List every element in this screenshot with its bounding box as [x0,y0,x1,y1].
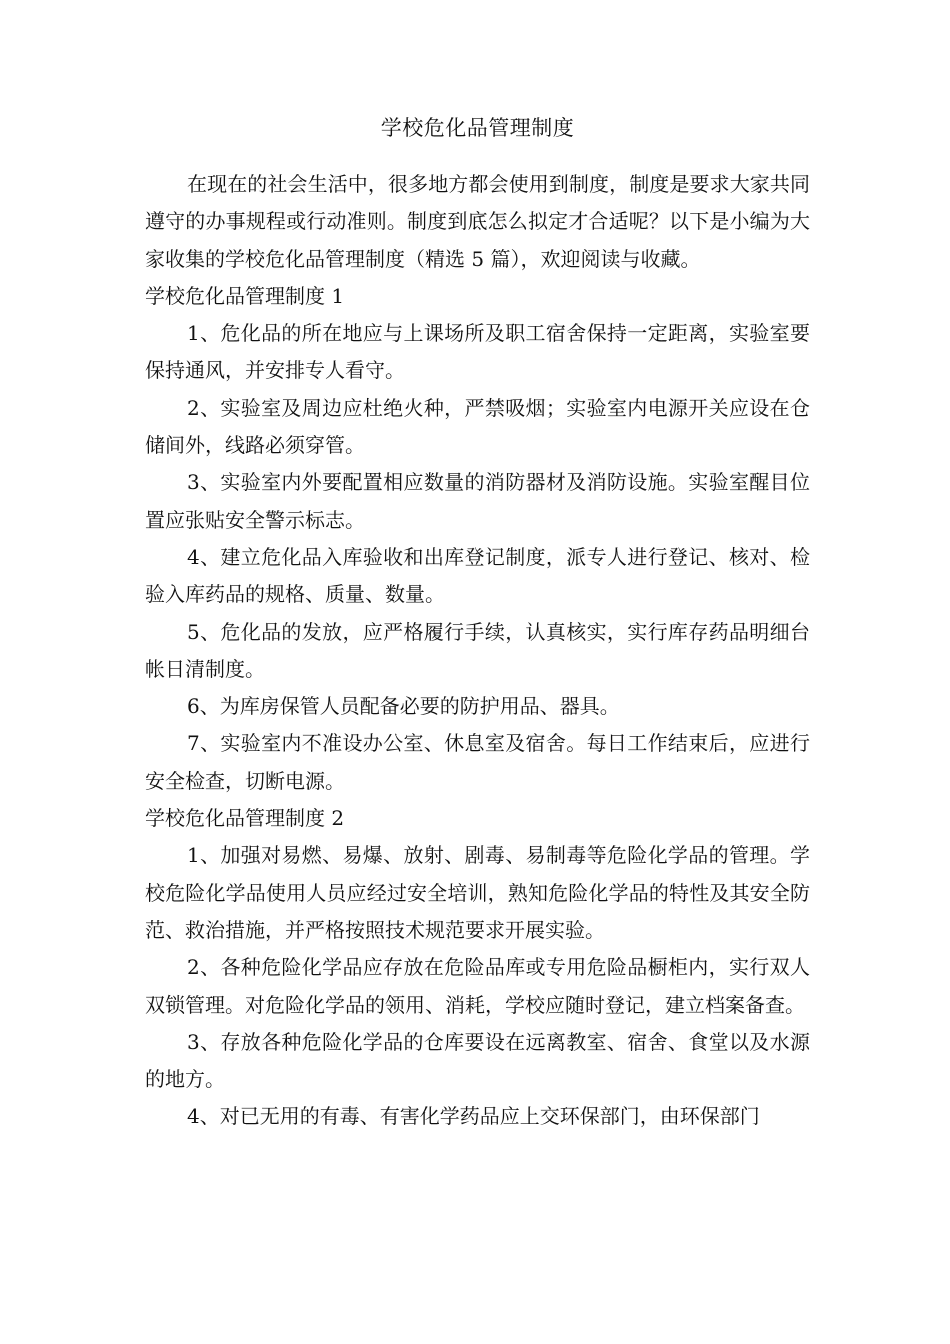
document-page [145,108,810,1136]
section-1-item-4: 4、建立危化品入库验收和出库登记制度，派专人进行登记、核对、检验入库药品的规格、质量、数量。 [145,544,810,607]
section-1-item-1: 1、危化品的所在地应与上课场所及职工宿舍保持一定距离，实验室要保持通风，并安排专人看守。 [145,321,810,383]
section-heading-1: 学校危化品管理制度 1 [145,283,345,308]
section-1-item-3: 3、实验室内外要配置相应数量的消防器材及消防设施。实验室醒目位置应张贴安全警示标志。 [145,470,810,532]
section-heading-2: 学校危化品管理制度 2 [145,806,345,831]
document-title: 学校危化品管理制度 [380,116,575,140]
section-2-item-2: 2、各种危险化学品应存放在危险品库或专用危险品橱柜内，实行双人双锁管理。对危险化学品的领用、消耗，学校应随时登记，建立档案备查。 [145,955,810,1017]
section-2-item-1: 1、加强对易燃、易爆、放射、剧毒、易制毒等危险化学品的管理。学校危险化学品使用人员应经过安全培训，熟知危险化学品的特性及其安全防范、救治措施，并严格按照技术规范要求开展实验。 [145,843,810,942]
section-1-item-6: 6、为库房保管人员配备必要的防护用品、器具。 [187,694,620,719]
intro-paragraph: 在现在的社会生活中，很多地方都会使用到制度，制度是要求大家共同遵守的办事规程或行动准则。制度到底怎么拟定才合适呢？以下是小编为大家收集的学校危化品管理制度（精选 5 篇），欢迎阅读与收藏。 [145,172,810,271]
section-2-item-3: 3、存放各种危险化学品的仓库要设在远离教室、宿舍、食堂以及水源的地方。 [145,1029,810,1092]
section-1-item-5: 5、危化品的发放，应严格履行手续，认真核实，实行库存药品明细台帐日清制度。 [145,619,810,681]
section-1-item-2: 2、实验室及周边应杜绝火种，严禁吸烟；实验室内电源开关应设在仓储间外，线路必须穿管。 [145,395,810,458]
section-1-item-7: 7、实验室内不准设办公室、休息室及宿舍。每日工作结束后，应进行安全检查，切断电源。 [145,731,810,793]
section-2-item-4: 4、对已无用的有毒、有害化学药品应上交环保部门，由环保部门 [187,1104,760,1129]
